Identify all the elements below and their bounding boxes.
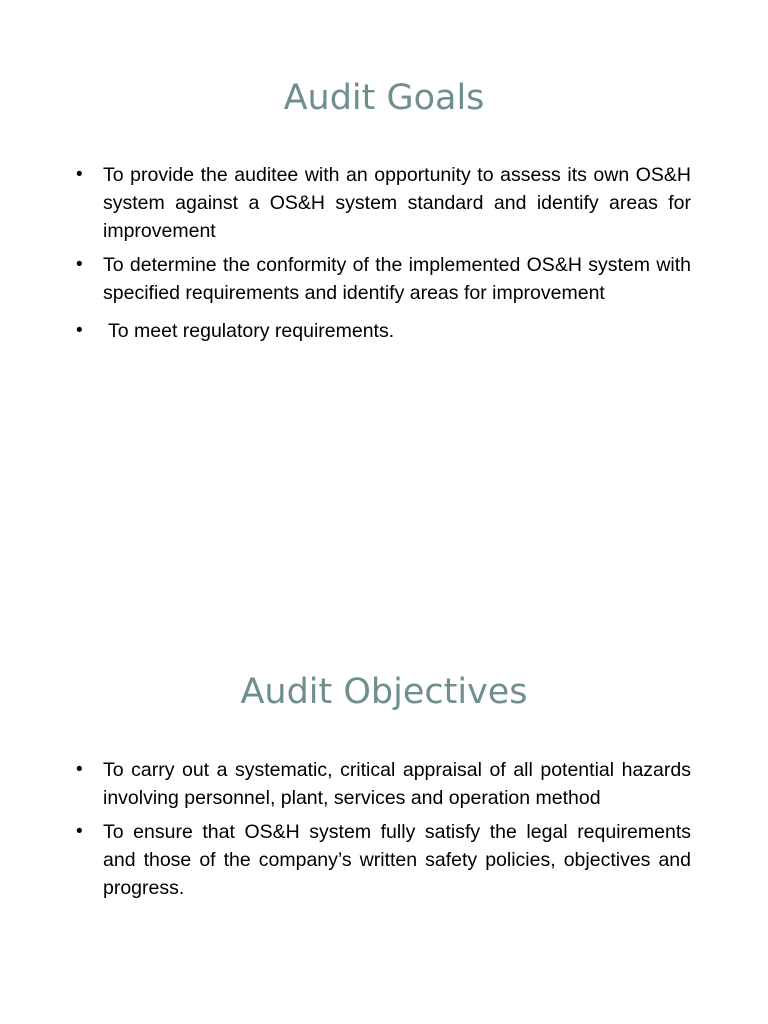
bullet-text: To ensure that OS&H system fully satisfy the legal requirements and those of the company’s written safety policies, objectives and progress. [103,821,691,899]
list-item [76,818,691,902]
slide-audit-objectives [0,512,768,1024]
slide-title: Audit Goals [283,78,485,118]
bullet-icon: • [76,320,83,341]
bullet-text: To provide the auditee with an opportunity to assess its own OS&H system against a OS&H system standard and identify areas for improvement [103,164,691,242]
bullet-list [76,161,691,351]
bullet-icon: • [76,254,83,275]
list-item [76,161,691,245]
bullet-text: To determine the conformity of the implemented OS&H system with specified requirements and identify areas for improvement [103,254,691,304]
bullet-icon: • [76,821,83,842]
bullet-icon: • [76,759,83,780]
bullet-icon: • [76,164,83,185]
list-item [76,317,691,345]
bullet-text: To carry out a systematic, critical appraisal of all potential hazards involving personnel, plant, services and operation method [103,759,691,809]
bullet-text: To meet regulatory requirements. [108,320,395,342]
slide-title: Audit Objectives [240,672,528,712]
bullet-list [76,756,691,908]
list-item [76,251,691,307]
list-item [76,756,691,812]
